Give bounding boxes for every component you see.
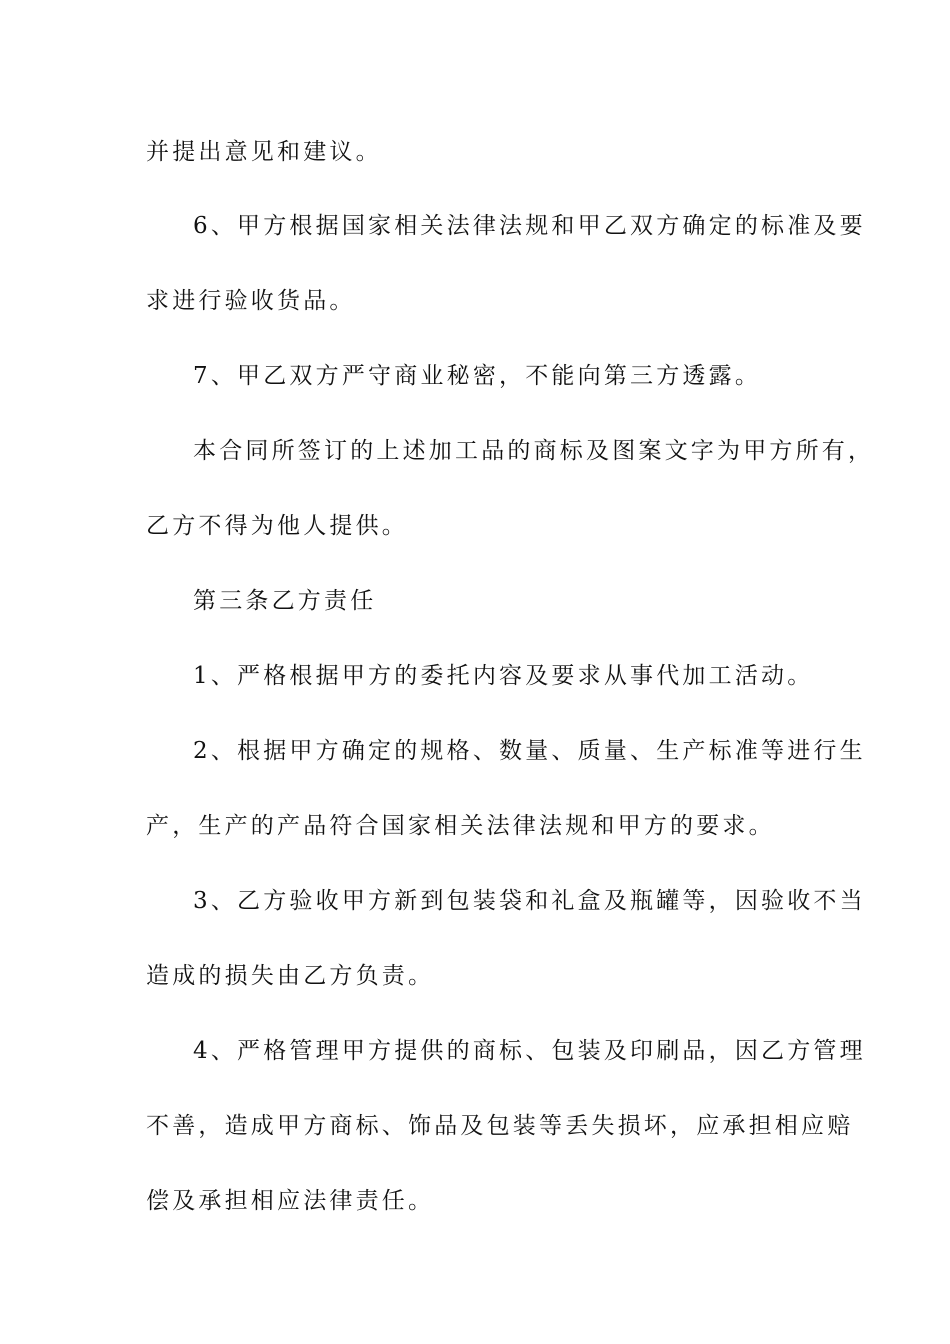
duty-4-line-3: 偿及承担相应法律责任。	[146, 1188, 435, 1214]
duty-2-line-1: 2、根据甲方确定的规格、数量、质量、生产标准等进行生	[193, 738, 866, 764]
clause-7-line: 7、甲乙双方严守商业秘密，不能向第三方透露。	[193, 363, 762, 389]
text-line: 并提出意见和建议。	[146, 139, 382, 165]
trademark-paragraph-line-2: 乙方不得为他人提供。	[146, 513, 408, 539]
duty-4-line-2: 不善，造成甲方商标、饰品及包装等丢失损坏，应承担相应赔	[146, 1113, 854, 1139]
duty-1-line: 1、严格根据甲方的委托内容及要求从事代加工活动。	[193, 663, 814, 689]
duty-2-line-2: 产，生产的产品符合国家相关法律法规和甲方的要求。	[146, 813, 775, 839]
trademark-paragraph-line-1: 本合同所签订的上述加工品的商标及图案文字为甲方所有，	[193, 438, 875, 464]
clause-6-line-2: 求进行验收货品。	[146, 288, 356, 314]
duty-3-line-2: 造成的损失由乙方负责。	[146, 963, 435, 989]
clause-6-line-1: 6、甲方根据国家相关法律法规和甲乙双方确定的标准及要	[193, 213, 866, 239]
section-heading: 第三条乙方责任	[193, 588, 377, 614]
duty-3-line-1: 3、乙方验收甲方新到包装袋和礼盒及瓶罐等，因验收不当	[193, 888, 866, 914]
duty-4-line-1: 4、严格管理甲方提供的商标、包装及印刷品，因乙方管理	[193, 1038, 866, 1064]
